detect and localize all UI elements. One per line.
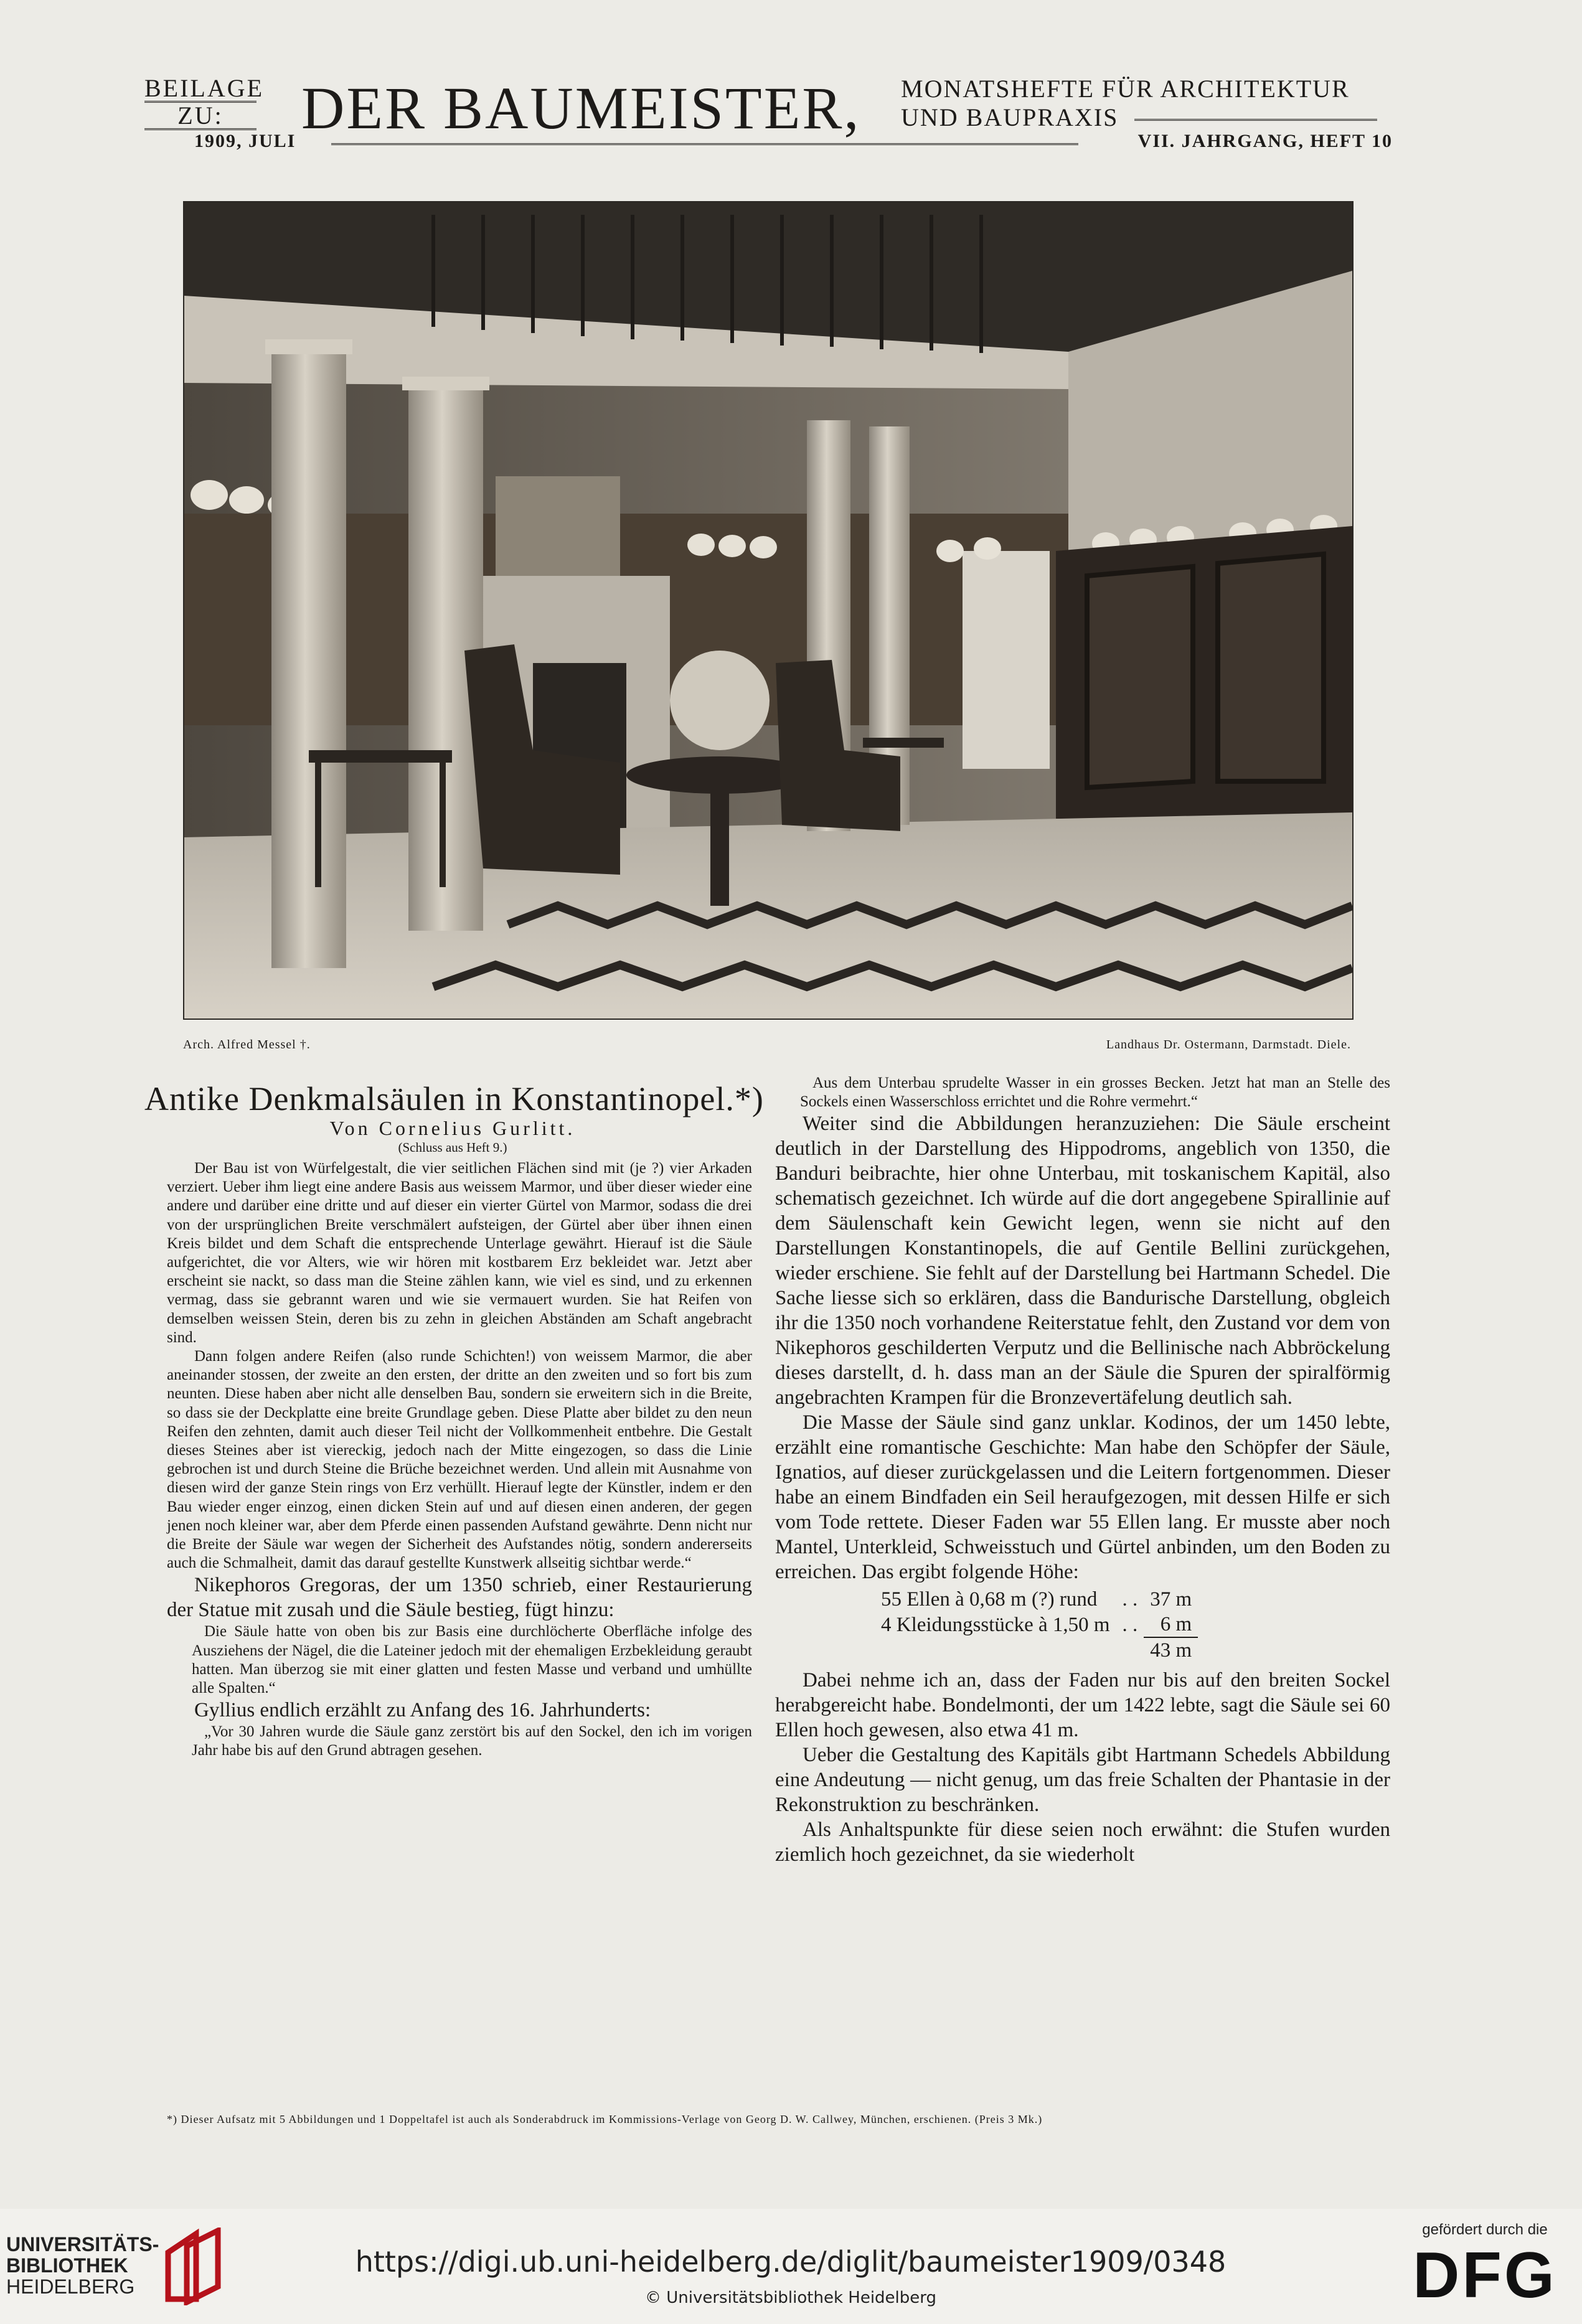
- paragraph: Aus dem Unterbau sprudelte Wasser in ein grosses Becken. Jetzt hat man an Stelle des Sockels einen Wasserschloss errichtet und die Rohre vermehrt.“: [800, 1075, 1390, 1111]
- beilage-rule: [144, 101, 257, 103]
- calc-row: [875, 1587, 1198, 1612]
- calc-total-row: [875, 1637, 1198, 1663]
- library-name-line-2: BIBLIOTHEK: [6, 2254, 128, 2277]
- library-logo-icon: [159, 2228, 227, 2305]
- subtitle-line-2: [901, 103, 1393, 132]
- article-continuation-note: (Schluss aus Heft 9.): [398, 1140, 507, 1155]
- library-name-line-1: UNIVERSITÄTS-: [6, 2233, 159, 2256]
- article-title: Antike Denkmalsäulen in Konstantinopel.*): [144, 1080, 764, 1117]
- paragraph: Ueber die Gestaltung des Kapitäls gibt Hartmann Schedels Abbildung eine Andeutung — nicht genug, um das freie Schalten der Phantasie in der Rekonstruktion zu beschränken.: [775, 1744, 1390, 1817]
- copyright-notice: © Universitätsbibliothek Heidelberg: [644, 2289, 936, 2307]
- masthead-subtitle: [901, 75, 1393, 132]
- photo-caption-location: Landhaus Dr. Ostermann, Darmstadt. Diele.: [1106, 1038, 1351, 1051]
- paragraph: Die Masse der Säule sind ganz unklar. Kodinos, der um 1450 lebte, erzählt eine romantische Geschichte: Man habe den Schöpfer der Säule, Ignatios, auf dieser zurückgelassen und die Leitern fortgenommen. Dieser habe an einem Bindfaden ein Seil heraufgezogen, mit dessen Hilfe er sich vom Tode rettete. Dieser Faden war 55 Ellen lang. Er musste aber noch Mantel, Unterkleid, Schweisstuch und Gürtel anbinden, um den Boden zu erreichen. Das ergibt folgende Höhe:: [775, 1411, 1390, 1584]
- right-column-lower: [775, 1668, 1390, 1867]
- beilage-block: [144, 74, 265, 129]
- dfg-logo: DFG: [1413, 2239, 1557, 2312]
- journal-title: DER BAUMEISTER,: [301, 75, 861, 141]
- beilage-word: BEILAGE: [144, 74, 265, 102]
- paragraph: Dann folgen andere Reifen (also runde Schichten!) von weissem Marmor, die aber aneinander stossen, der zweite an den ersten, der dritte an den zweiten und so fort bis zum neunten. Diese haben aber nicht alle denselben Bau, sondern sie erweitern sich in die Breite, so dass sie der Deckplatte eine breite Grundlage geben. Diese Platte aber bildet zu den neun Reifen den zehnten, damit auch dieser Teil nicht der Vollkommenheit entbehre. Die Gestalt dieses Steines aber ist viereckig, jedoch nach der Mitte eingezogen, so dass die Linie gebrochen ist und durch Steine die Brüche bezeichnet werden. Und allein mit Ausnahme von diesen wird der ganze Stein rings von Erz verhüllt. Hierauf legte der Künstler, indem er den Bau wieder enger einzog, einen dicken Stein auf und auf diesen einen anderen, der gegen jenen noch kleiner war, aber dem Pferde einen passenden Aufstand gewährte. Denn nicht nur die Breite der Säule war wegen der Sicherheit des Aufstandes nötig, sondern andererseits auch die Schmalheit, damit das darauf gestellte Kunstwerk allseitig sichtbar werde.“: [167, 1348, 752, 1572]
- interior-photograph: [183, 201, 1354, 1020]
- calc-value: 6 m: [1144, 1612, 1198, 1637]
- funding-note: gefördert durch die: [1422, 2221, 1548, 2238]
- paragraph: Gyllius endlich erzählt zu Anfang des 16. Jahrhunderts:: [194, 1699, 651, 1722]
- subtitle-rule: [1134, 119, 1377, 121]
- photo-caption-architect: Arch. Alfred Messel †.: [183, 1038, 311, 1051]
- calc-total: 43 m: [1150, 1639, 1192, 1662]
- issue-date: 1909, JULI: [194, 131, 296, 151]
- paragraph: Weiter sind die Abbildungen heranzuziehen: Die Säule erscheint deutlich in der Darstellung des Hippodroms, angeblich von 1350, die Banduri beibrachte, hier ohne Unterbau, mit toskanischem Kapitäl, also schematisch gezeichnet. Ich würde auf die dort angegebene Spirallinie auf dem Säulenschaft kein Gewicht legen, wenn sie nicht auf den Darstellungen Konstantinopels, die auf Gentile Bellini zurückgehen, wieder erschiene. Sie fehlt auf der Darstellung bei Hartmann Schedel. Die Sache liesse sich so erklären, dass die Bandurische Darstellung, obgleich ihr die 1350 noch vorhandene Reiterstatue fehlt, den Zustand vor dem von Nikephoros geschilderten Verputz und die Bellinische nach Abbröckelung dieses darstellt, d. h. dass man an der Säule die Spuren der spiralförmig angebrachten Krampen für die Bronzevertäfelung deutlich sah.: [775, 1113, 1390, 1409]
- calc-dots: . .: [1122, 1588, 1138, 1611]
- zu-rule: [144, 128, 257, 130]
- paragraph: Der Bau ist von Würfelgestalt, die vier seitlichen Flächen sind mit (je ?) vier Arkaden verziert. Ueber ihm liegt eine andere Basis aus weissem Marmor, und über dieser wieder eine andere und darüber eine dritte und auf dieser ein vierter Gürtel von Marmor, sodass die drei von der ursprünglichen Breite verschmälert aufsteigen, der Gürtel aber über ihnen einen Kreis bildet und dem Schaft die entsprechende Unterlage gewährt. Hierauf ist die Säule aufgerichtet, die vor Alters, wie wir hören mit kostbarem Erz bekleidet war. Jetzt aber erscheint sie nackt, so dass man die Steine zählen kann, wie viel es sind, und zu erkennen vermag, dass sie gebrannt waren und wie sie vermauert wurden. Sie hat Reifen von demselben weissen Stein, deren bis zu zehn in gleichen Abständen am Schaft angebracht sind.: [167, 1160, 752, 1346]
- library-footer-bar: [0, 2209, 1582, 2324]
- right-column-upper: [775, 1074, 1390, 1584]
- article-author: Von Cornelius Gurlitt.: [329, 1117, 576, 1139]
- masthead-rule: [331, 143, 1078, 145]
- subtitle-line-1: MONATSHEFTE FÜR ARCHITEKTUR: [901, 75, 1350, 103]
- hall-illustration: [184, 202, 1352, 1019]
- text-column-left: [167, 1159, 752, 1761]
- height-calculation: [875, 1587, 1198, 1663]
- paragraph: Die Säule hatte von oben bis zur Basis eine durchlöcherte Oberfläche infolge des Ausziehens der Nägel, die die Lateiner jedoch mit der ehemaligen Erzbekleidung geraubt hatten. Man überzog sie mit einer glatten und festen Masse und verband und umhüllte alle Spalten.“: [192, 1623, 752, 1697]
- calc-row: [875, 1612, 1198, 1637]
- calc-value: 37 m: [1150, 1588, 1192, 1611]
- paragraph: Als Anhaltspunkte für diese seien noch erwähnt: die Stufen wurden ziemlich hoch gezeichnet, da sie wiederholt: [775, 1818, 1390, 1866]
- library-name-line-3: HEIDELBERG: [6, 2275, 135, 2298]
- text-column-right: [775, 1074, 1390, 1867]
- masthead: [144, 75, 1393, 162]
- footnote: *) Dieser Aufsatz mit 5 Abbildungen und 1 Doppeltafel ist auch als Sonderabdruck im Kommissions-Verlage von Georg D. W. Callwey, München, erschienen. (Preis 3 Mk.): [167, 2113, 1043, 2125]
- calc-dots: . .: [1122, 1613, 1138, 1636]
- zu-word: ZU:: [177, 101, 224, 129]
- paragraph: Dabei nehme ich an, dass der Faden nur bis auf den breiten Sockel herabgereicht habe. Bondelmonti, der um 1422 lebte, sagt die Säule sei 60 Ellen hoch gewesen, also etwa 41 m.: [775, 1669, 1390, 1742]
- library-name: [6, 2234, 159, 2297]
- subtitle-line-2-text: UND BAUPRAXIS: [901, 103, 1119, 131]
- paragraph: „Vor 30 Jahren wurde die Säule ganz zerstört bis auf den Sockel, den ich im vorigen Jahr habe bis auf den Grund abtragen gesehen.: [192, 1723, 752, 1759]
- permalink-url[interactable]: https://digi.ub.uni-heidelberg.de/diglit/baumeister1909/0348: [355, 2245, 1227, 2279]
- issue-number: VII. JAHRGANG, HEFT 10: [1137, 131, 1393, 151]
- calc-label: 4 Kleidungsstücke à 1,50 m: [881, 1613, 1110, 1636]
- paragraph: Nikephoros Gregoras, der um 1350 schrieb, einer Restaurierung der Statue mit zusah und die Säule bestieg, fügt hinzu:: [167, 1574, 752, 1622]
- calc-label: 55 Ellen à 0,68 m (?) rund: [881, 1588, 1098, 1611]
